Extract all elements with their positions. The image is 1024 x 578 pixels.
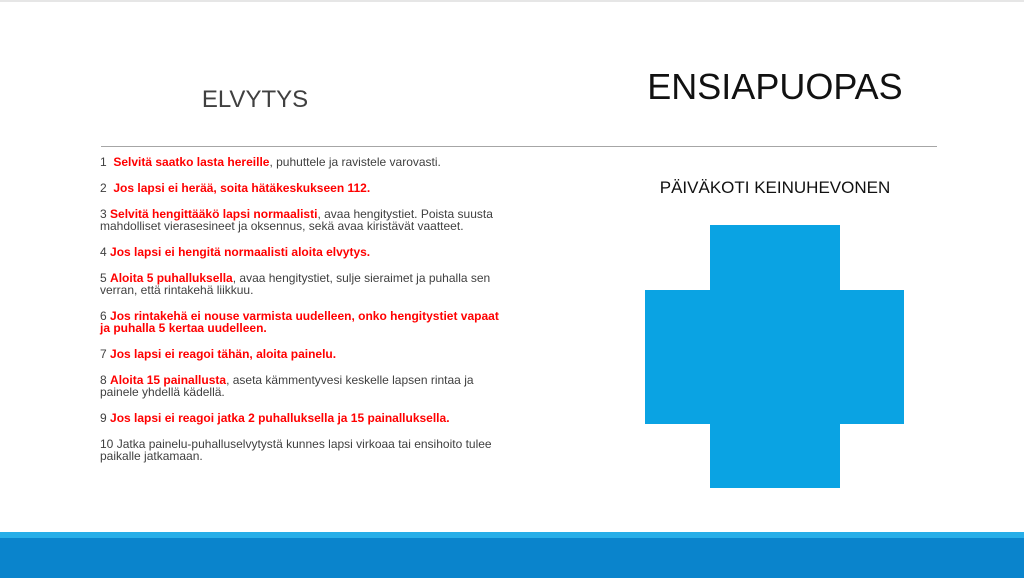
step-number: 2: [100, 181, 107, 195]
page-title: ENSIAPUOPAS: [647, 66, 903, 107]
step-number: 3: [100, 207, 107, 221]
step-number: 7: [100, 347, 107, 361]
step-number: 9: [100, 411, 107, 425]
step-highlight: Jos lapsi ei reagoi tähän, aloita painelu.: [110, 347, 337, 361]
step-highlight: Aloita 15 painallusta: [110, 373, 227, 387]
step-number: 8: [100, 373, 107, 387]
step-number: 6: [100, 309, 107, 323]
step-text: , aseta kämmentyvesi keskelle lapsen rintaa ja painele yhdellä kädellä.: [100, 373, 474, 399]
step-text: Jatka painelu-puhalluselvytystä kunnes lapsi virkoaa tai ensihoito tulee paikalle jatkamaan.: [100, 437, 492, 463]
step-text: , avaa hengitystiet. Poista suusta mahdolliset vierasesineet ja oksennus, sekä avaa kiristävät vaatteet.: [100, 207, 493, 233]
step-number: 5: [100, 271, 107, 285]
step-text: , avaa hengitystiet, sulje sieraimet ja puhalla sen verran, että rintakehä liikkuu.: [100, 271, 491, 297]
step-number: 1: [100, 155, 107, 169]
step-number: 10: [100, 437, 114, 451]
organization-name: PÄIVÄKOTI KEINUHEVONEN: [659, 178, 891, 197]
step-number: 4: [100, 245, 107, 259]
step-highlight: Aloita 5 puhalluksella: [110, 271, 233, 285]
step-highlight: Jos rintakehä ei nouse varmista uudelleen, onko hengitystiet vapaat ja puhalla 5 kertaa uudelleen.: [100, 309, 499, 335]
footer-bar: [0, 538, 1024, 578]
section-title: ELVYTYS: [201, 86, 309, 113]
step-highlight: Jos lapsi ei hengitä normaalisti aloita elvytys.: [110, 245, 371, 259]
step-text: , puhuttele ja ravistele varovasti.: [269, 155, 441, 169]
step-highlight: Selvitä saatko lasta hereille: [113, 155, 270, 169]
step-highlight: Jos lapsi ei reagoi jatka 2 puhalluksella ja 15 painalluksella.: [110, 411, 450, 425]
step-highlight: Jos lapsi ei herää, soita hätäkeskukseen 112.: [113, 181, 371, 195]
step-highlight: Selvitä hengittääkö lapsi normaalisti: [110, 207, 318, 221]
